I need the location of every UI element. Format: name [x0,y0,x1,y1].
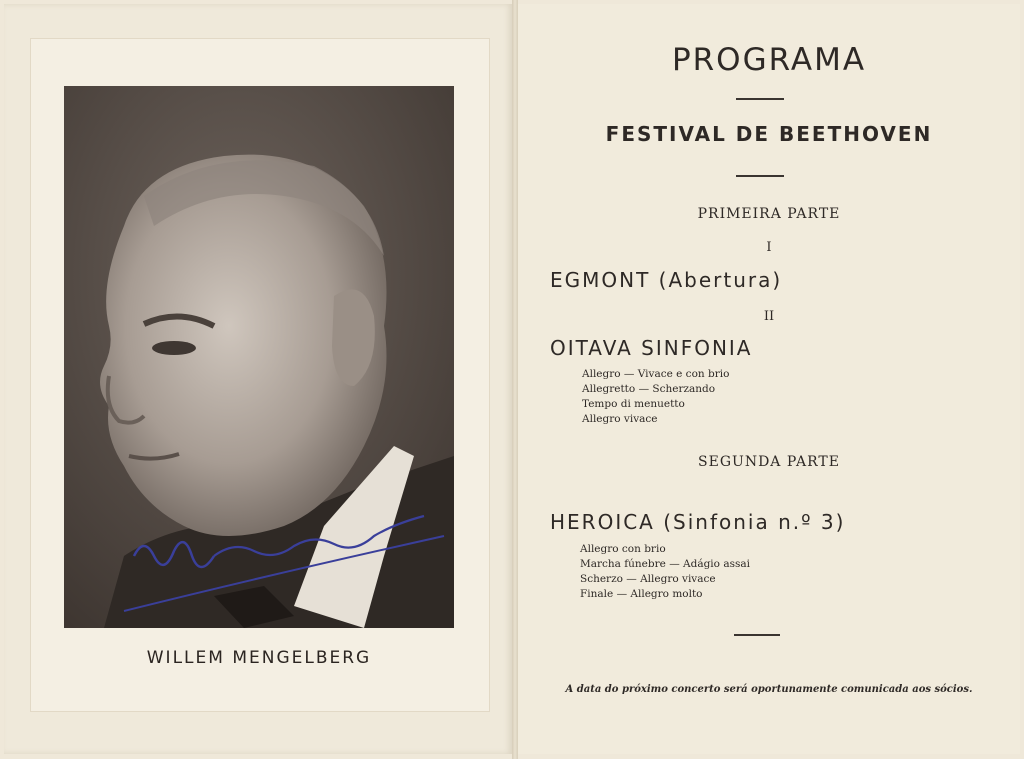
festival-title: FESTIVAL DE BEETHOVEN [605,122,933,146]
movement-item: Allegro — Vivace e con brio [582,368,730,380]
work-title-egmont: EGMONT (Abertura) [550,268,783,292]
movement-item: Scherzo — Allegro vivace [580,573,716,585]
part-one-heading: PRIMEIRA PARTE [697,206,841,222]
divider-rule [736,98,784,100]
work-title-eighth-symphony: OITAVA SINFONIA [550,336,753,360]
next-concert-note: A data do próximo concerto será oportunamente comunicada aos sócios. [565,684,973,695]
divider-rule [734,634,780,636]
movement-item: Allegro vivace [582,413,658,425]
portrait-illustration [64,86,454,628]
movement-item: Allegro con brio [580,543,666,555]
movement-item: Marcha fúnebre — Adágio assai [580,558,750,570]
portrait-caption: WILLEM MENGELBERG [146,648,372,668]
movements-list-heroica [580,542,750,602]
divider-rule [736,175,784,177]
part-two-heading: SEGUNDA PARTE [698,454,840,470]
movement-item: Finale — Allegro molto [580,588,703,600]
program-title: PROGRAMA [671,42,867,78]
movement-item: Allegretto — Scherzando [582,383,716,395]
work-numeral: II [763,309,775,324]
conductor-portrait-photo [64,86,454,628]
movements-list-eighth-symphony [582,367,729,427]
work-numeral: I [766,240,772,255]
work-title-heroica: HEROICA (Sinfonia n.º 3) [550,510,846,534]
movement-item: Tempo di menuetto [582,398,685,410]
